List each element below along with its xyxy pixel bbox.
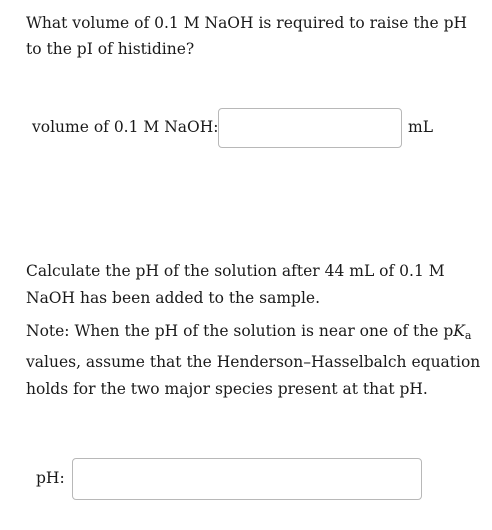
note-k-symbol: K [453, 322, 465, 340]
volume-unit-label: mL [408, 118, 433, 136]
volume-field-label: volume of 0.1 M NaOH: [32, 118, 219, 136]
note-k-subscript: a [464, 329, 472, 342]
question-volume-prompt: What volume of 0.1 M NaOH is required to raise the pH to the pI of histidine? [26, 14, 468, 58]
question-ph-prompt: Calculate the pH of the solution after 44 mL of 0.1 M NaOH has been added to the sample. [26, 262, 445, 307]
ph-input[interactable] [72, 458, 422, 500]
ph-field-label: pH: [36, 469, 65, 487]
henderson-hasselbalch-note [26, 318, 490, 403]
note-prefix: Note: When the pH of the solution is near one of the p [26, 322, 454, 340]
note-suffix: values, assume that the Henderson–Hasselbalch equation holds for the two major species present at that pH. [26, 353, 481, 398]
volume-input[interactable] [218, 108, 402, 148]
